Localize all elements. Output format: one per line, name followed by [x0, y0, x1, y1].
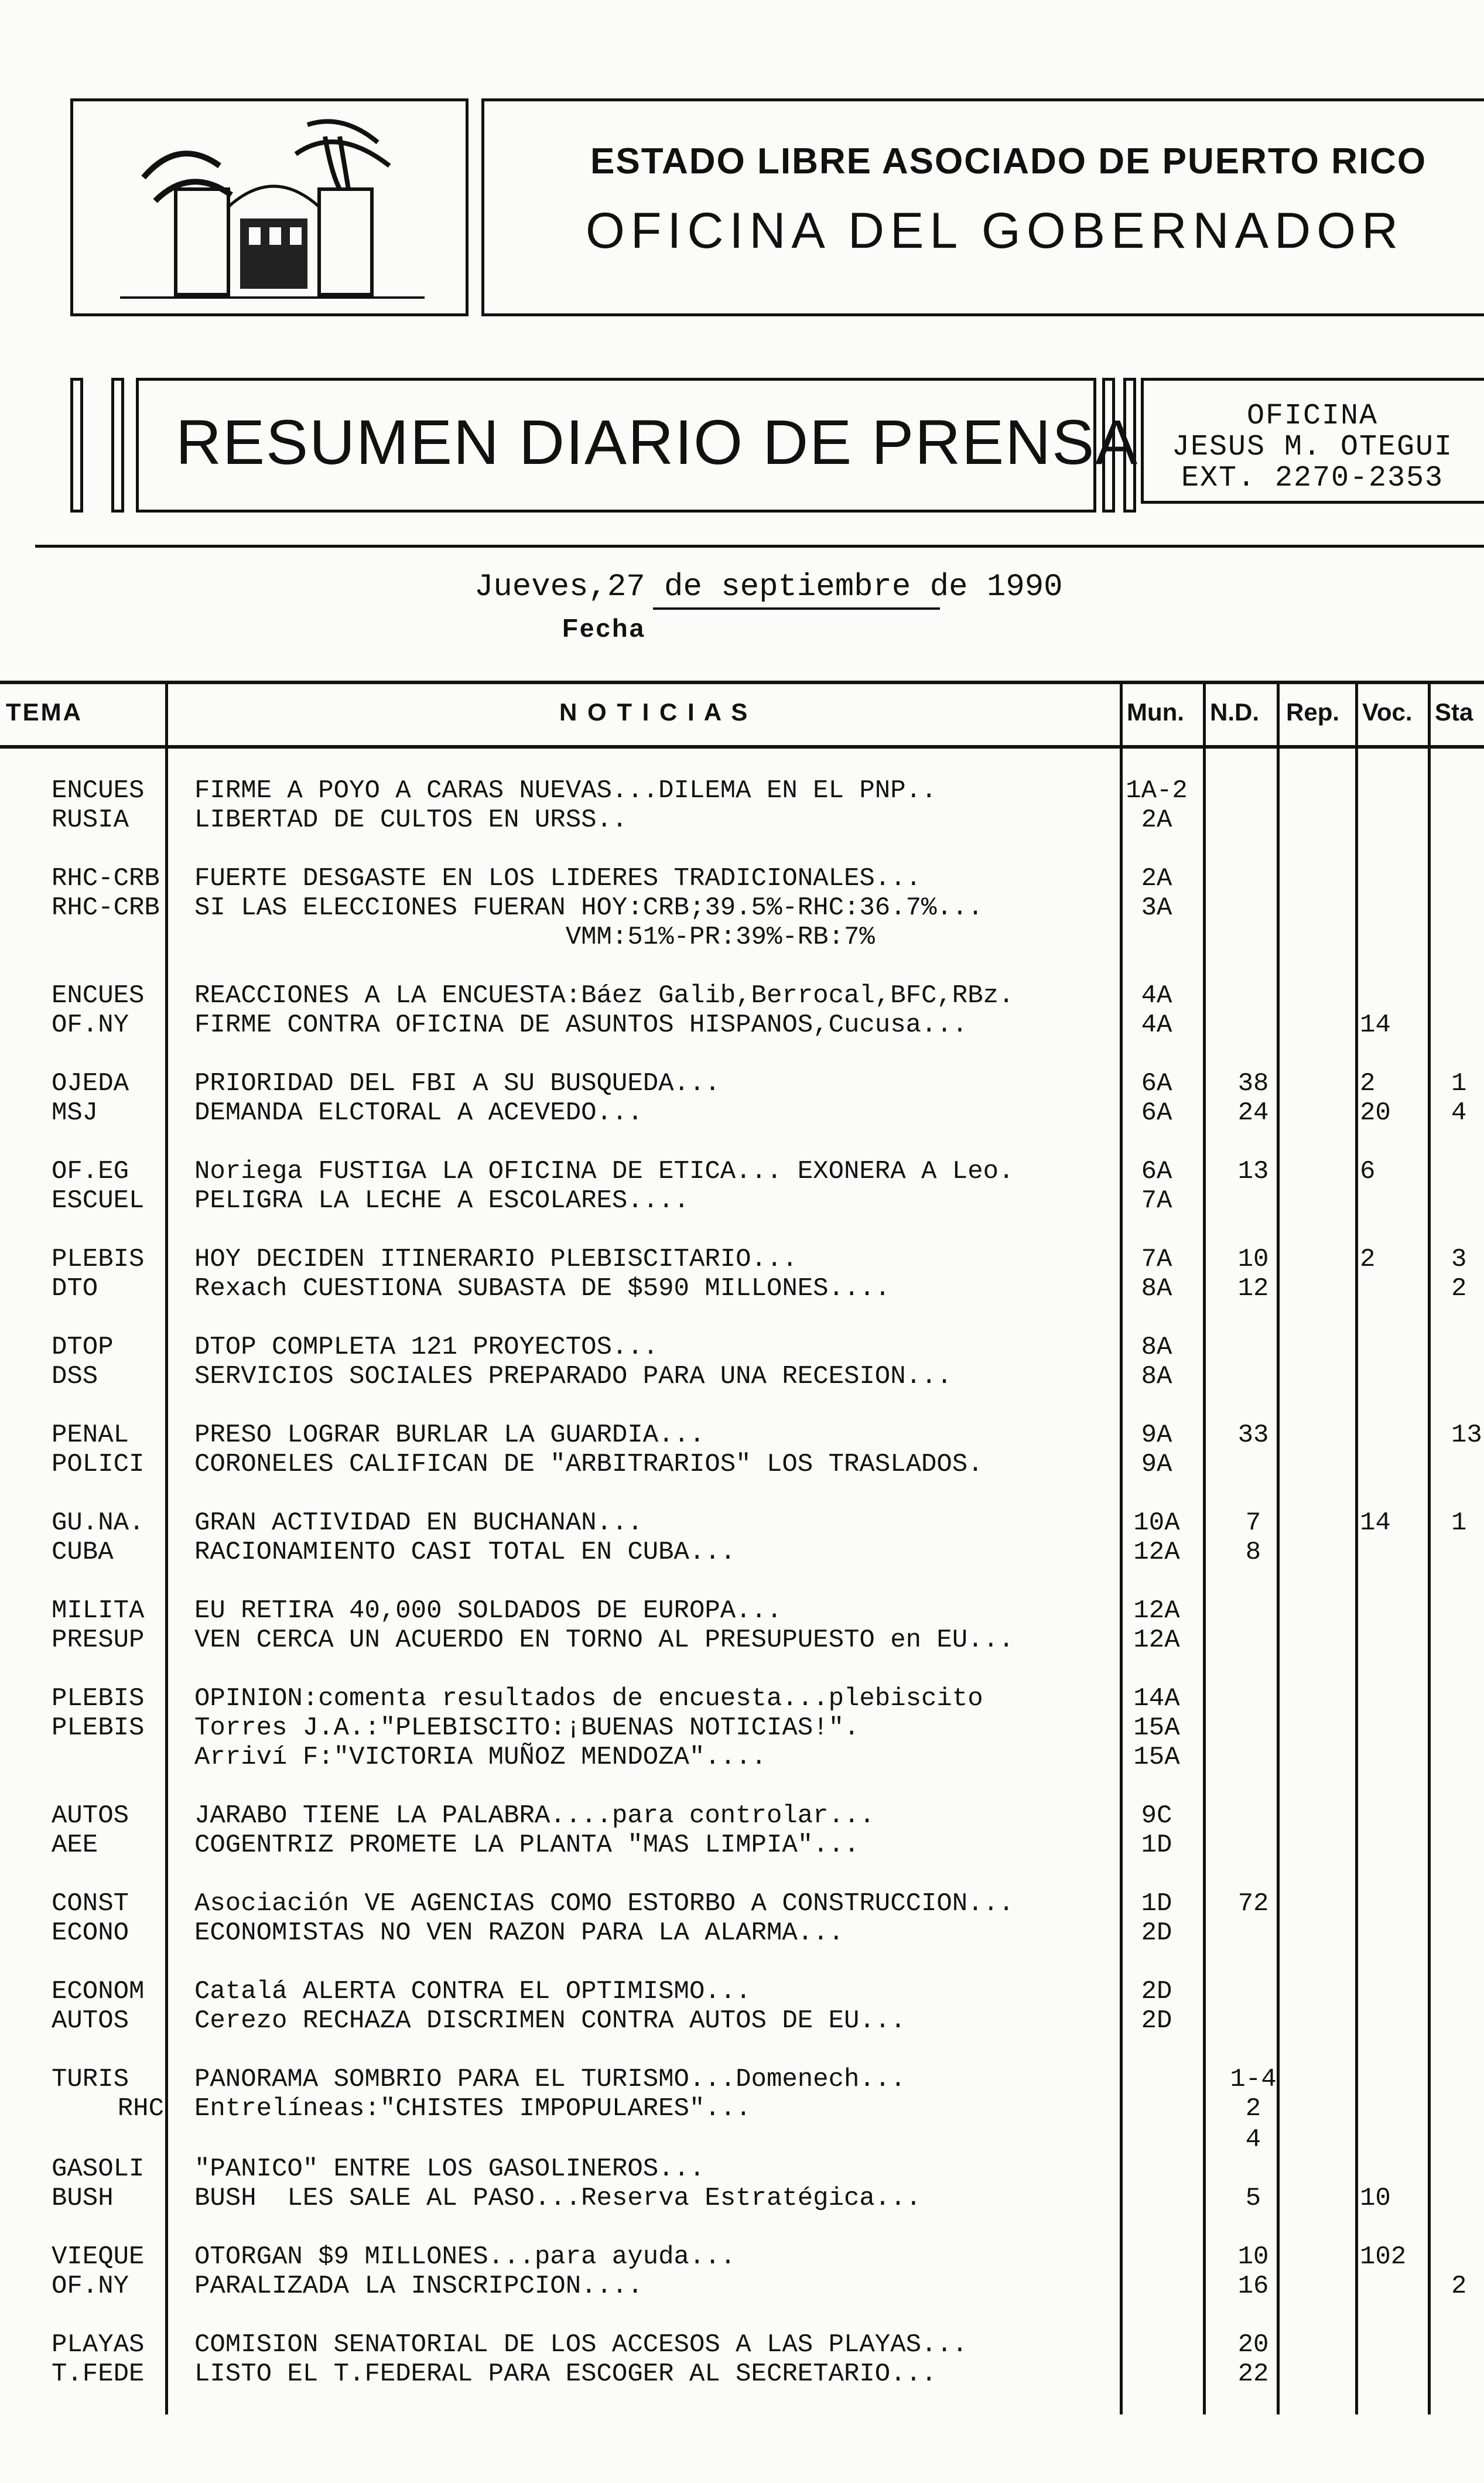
- row-topic: RUSIA: [52, 805, 129, 835]
- header-voc: Voc.: [1362, 698, 1413, 726]
- row-topic: ECONO: [52, 1918, 129, 1948]
- row-headline: Noriega FUSTIGA LA OFICINA DE ETICA... EXONERA A Leo.: [194, 1157, 1014, 1186]
- table-row: [0, 2359, 1484, 2389]
- row-headline: Asociación VE AGENCIAS COMO ESTORBO A CONSTRUCCION...: [194, 1889, 1014, 1918]
- header-sta: Sta: [1435, 698, 1473, 726]
- row-topic: POLICI: [52, 1450, 145, 1479]
- table-header-rule: [0, 745, 1484, 749]
- row-topic: GU.NA.: [52, 1508, 145, 1538]
- row-mun: 2D: [1141, 1977, 1172, 2006]
- header-mun: Mun.: [1127, 698, 1184, 726]
- row-mun: 8A: [1141, 1274, 1172, 1303]
- table-row: [0, 1098, 1484, 1128]
- row-topic: CUBA: [52, 1538, 114, 1567]
- row-topic: DSS: [52, 1362, 98, 1391]
- table-row: [0, 1713, 1484, 1743]
- table-row: [0, 1684, 1484, 1713]
- row-mun: 1D: [1141, 1889, 1172, 1918]
- row-nd: 72: [1237, 1889, 1269, 1918]
- table-row: [0, 893, 1484, 923]
- row-mun: 10A: [1133, 1508, 1180, 1538]
- table-row: [0, 2006, 1484, 2035]
- row-headline: Cerezo RECHAZA DISCRIMEN CONTRA AUTOS DE EU...: [194, 2006, 906, 2035]
- row-mun: 12A: [1133, 1538, 1180, 1567]
- contact-extension: EXT. 2270-2353: [1181, 462, 1444, 495]
- row-topic: PLAYAS: [52, 2330, 145, 2359]
- row-headline: OTORGAN $9 MILLONES...para ayuda...: [194, 2242, 736, 2272]
- row-sta: 2: [1451, 2272, 1467, 2301]
- row-nd: 10: [1237, 1245, 1269, 1274]
- decorative-bar: [111, 378, 124, 513]
- row-nd: 12: [1237, 1274, 1269, 1303]
- contact-office: OFICINA: [1246, 399, 1379, 433]
- row-topic: RHC-CRB: [52, 864, 160, 893]
- row-mun: 4A: [1141, 981, 1172, 1010]
- row-topic: PRESUP: [52, 1625, 145, 1655]
- row-nd: 38: [1237, 1069, 1269, 1098]
- row-sta: 13: [1451, 1420, 1482, 1450]
- row-headline: PELIGRA LA LECHE A ESCOLARES....: [194, 1186, 689, 1215]
- row-headline: OPINION:comenta resultados de encuesta...plebiscito: [194, 1684, 983, 1713]
- row-topic: MSJ: [52, 1098, 98, 1128]
- row-mun: 12A: [1133, 1625, 1180, 1655]
- row-mun: 9C: [1141, 1801, 1172, 1830]
- row-voc: 2: [1360, 1069, 1376, 1098]
- row-headline: VMM:51%-PR:39%-RB:7%: [194, 923, 875, 952]
- row-headline: "PANICO" ENTRE LOS GASOLINEROS...: [194, 2154, 705, 2184]
- header-tema: TEMA: [6, 698, 83, 726]
- row-headline: FIRME A POYO A CARAS NUEVAS...DILEMA EN EL PNP..: [194, 776, 937, 805]
- row-headline: Torres J.A.:"PLEBISCITO:¡BUENAS NOTICIAS!".: [194, 1713, 860, 1743]
- row-mun: 8A: [1141, 1362, 1172, 1391]
- table-row: [0, 2065, 1484, 2094]
- row-headline: PRESO LOGRAR BURLAR LA GUARDIA...: [194, 1420, 705, 1450]
- row-topic: CONST: [52, 1889, 129, 1918]
- row-headline: LIBERTAD DE CULTOS EN URSS..: [194, 805, 628, 835]
- row-nd: 16: [1237, 2272, 1269, 2301]
- row-headline: Catalá ALERTA CONTRA EL OPTIMISMO...: [194, 1977, 751, 2006]
- row-headline: JARABO TIENE LA PALABRA....para controlar...: [194, 1801, 875, 1830]
- row-mun: 7A: [1141, 1245, 1172, 1274]
- row-topic: ENCUES: [52, 776, 145, 805]
- row-nd: 20: [1237, 2330, 1269, 2359]
- logo-frame: [70, 98, 469, 316]
- row-mun: 12A: [1133, 1596, 1180, 1625]
- row-nd: 13: [1237, 1157, 1269, 1186]
- row-voc: 14: [1360, 1508, 1391, 1538]
- row-headline: DEMANDA ELCTORAL A ACEVEDO...: [194, 1098, 643, 1128]
- contact-name: JESUS M. OTEGUI: [1171, 431, 1454, 464]
- row-mun: 2D: [1141, 2006, 1172, 2035]
- table-top-rule: [0, 681, 1484, 684]
- row-topic: TURIS: [52, 2065, 129, 2094]
- row-topic: AUTOS: [52, 2006, 129, 2035]
- decorative-bar: [1102, 378, 1115, 513]
- table-row: [0, 1362, 1484, 1391]
- row-nd: 33: [1237, 1420, 1269, 1450]
- row-sta: 1: [1451, 1508, 1467, 1538]
- row-nd: 22: [1237, 2359, 1269, 2389]
- row-voc: 6: [1360, 1157, 1376, 1186]
- row-headline: COMISION SENATORIAL DE LOS ACCESOS A LAS PLAYAS...: [194, 2330, 968, 2359]
- row-nd: 10: [1237, 2242, 1269, 2272]
- row-mun: 6A: [1141, 1157, 1172, 1186]
- row-mun: 6A: [1141, 1069, 1172, 1098]
- row-topic: DTO: [52, 1274, 98, 1303]
- governor-mansion-logo: [73, 101, 466, 313]
- table-row: [0, 2330, 1484, 2359]
- table-row: [0, 981, 1484, 1010]
- row-topic: ECONOM: [52, 1977, 145, 2006]
- table-row: [0, 1977, 1484, 2006]
- row-topic: OF.NY: [52, 2272, 129, 2301]
- row-topic: BUSH: [52, 2184, 114, 2213]
- row-topic: OJEDA: [52, 1069, 129, 1098]
- table-row: [0, 2184, 1484, 2213]
- table-row: [0, 864, 1484, 893]
- row-nd: 5: [1245, 2184, 1261, 2213]
- row-topic: OF.NY: [52, 1010, 129, 1040]
- table-row: [0, 1508, 1484, 1538]
- table-row: [0, 1069, 1484, 1098]
- row-topic: OF.EG: [52, 1157, 129, 1186]
- row-topic: PLEBIS: [52, 1245, 145, 1274]
- report-date: Jueves,27 de septiembre de 1990: [474, 569, 1063, 605]
- divider: [35, 545, 1484, 548]
- row-headline: Arriví F:"VICTORIA MUÑOZ MENDOZA"....: [194, 1743, 767, 1772]
- row-mun: 1D: [1141, 1830, 1172, 1860]
- row-topic: DTOP: [52, 1333, 114, 1362]
- row-sta: 3: [1451, 1245, 1467, 1274]
- decorative-bar: [1123, 378, 1136, 513]
- row-mun: 15A: [1133, 1713, 1180, 1743]
- publication-title: RESUMEN DIARIO DE PRENSA: [176, 407, 1139, 477]
- row-headline: SERVICIOS SOCIALES PREPARADO PARA UNA RECESION...: [194, 1362, 952, 1391]
- row-headline: LISTO EL T.FEDERAL PARA ESCOGER AL SECRETARIO...: [194, 2359, 937, 2389]
- row-sta: 4: [1451, 1098, 1467, 1128]
- header-rep: Rep.: [1286, 698, 1340, 726]
- row-topic: MILITA: [52, 1596, 145, 1625]
- table-row: [0, 2242, 1484, 2272]
- row-mun: 9A: [1141, 1450, 1172, 1479]
- table-row: [0, 1157, 1484, 1186]
- table-row: [0, 1274, 1484, 1303]
- row-headline: PANORAMA SOMBRIO PARA EL TURISMO...Domenech...: [194, 2065, 906, 2094]
- row-mun: 15A: [1133, 1743, 1180, 1772]
- table-row: [0, 1801, 1484, 1830]
- row-nd: 24: [1237, 1098, 1269, 1128]
- table-row: [0, 2154, 1484, 2184]
- row-nd: 8: [1245, 1538, 1261, 1567]
- office-name: OFICINA DEL GOBERNADOR: [586, 203, 1404, 259]
- row-headline: COGENTRIZ PROMETE LA PLANTA "MAS LIMPIA"...: [194, 1830, 860, 1860]
- row-mun: 3A: [1141, 893, 1172, 923]
- row-nd: 4: [1245, 2125, 1261, 2154]
- row-topic: PENAL: [52, 1420, 129, 1450]
- row-headline: GRAN ACTIVIDAD EN BUCHANAN...: [194, 1508, 643, 1538]
- row-topic: RHC: [117, 2094, 164, 2123]
- row-voc: 102: [1360, 2242, 1407, 2272]
- row-headline: HOY DECIDEN ITINERARIO PLEBISCITARIO...: [194, 1245, 798, 1274]
- table-row: [0, 2094, 1484, 2123]
- row-topic: AEE: [52, 1830, 98, 1860]
- row-voc: 2: [1360, 1245, 1376, 1274]
- row-sta: 1: [1451, 1069, 1467, 1098]
- row-headline: EU RETIRA 40,000 SOLDADOS DE EUROPA...: [194, 1596, 782, 1625]
- row-headline: PARALIZADA LA INSCRIPCION....: [194, 2272, 643, 2301]
- table-row: [0, 1186, 1484, 1215]
- table-row: [0, 1596, 1484, 1625]
- row-mun: 2A: [1141, 805, 1172, 835]
- row-headline: SI LAS ELECCIONES FUERAN HOY:CRB;39.5%-RHC:36.7%...: [194, 893, 983, 923]
- row-headline: REACCIONES A LA ENCUESTA:Báez Galib,Berrocal,BFC,RBz.: [194, 981, 1014, 1010]
- row-headline: CORONELES CALIFICAN DE "ARBITRARIOS" LOS TRASLADOS.: [194, 1450, 983, 1479]
- row-mun: 2D: [1141, 1918, 1172, 1948]
- row-mun: 9A: [1141, 1420, 1172, 1450]
- row-sta: 2: [1451, 1274, 1467, 1303]
- row-topic: RHC-CRB: [52, 893, 160, 923]
- row-headline: ECONOMISTAS NO VEN RAZON PARA LA ALARMA...: [194, 1918, 844, 1948]
- table-row: [0, 1830, 1484, 1860]
- row-headline: Rexach CUESTIONA SUBASTA DE $590 MILLONES....: [194, 1274, 891, 1303]
- row-topic: GASOLI: [52, 2154, 145, 2184]
- row-headline: Entrelíneas:"CHISTES IMPOPULARES"...: [194, 2094, 751, 2123]
- table-row: [0, 923, 1484, 952]
- table-row: [0, 1245, 1484, 1274]
- table-row: [0, 1333, 1484, 1362]
- row-topic: AUTOS: [52, 1801, 129, 1830]
- row-voc: 14: [1360, 1010, 1391, 1040]
- row-nd: 1-4: [1230, 2065, 1277, 2094]
- row-topic: PLEBIS: [52, 1713, 145, 1743]
- row-nd: 2: [1245, 2094, 1261, 2123]
- row-mun: 6A: [1141, 1098, 1172, 1128]
- row-topic: ESCUEL: [52, 1186, 145, 1215]
- row-topic: PLEBIS: [52, 1684, 145, 1713]
- row-headline: DTOP COMPLETA 121 PROYECTOS...: [194, 1333, 659, 1362]
- table-row: [0, 1450, 1484, 1479]
- row-mun: 8A: [1141, 1333, 1172, 1362]
- date-label: Fecha: [562, 614, 646, 643]
- table-row: [0, 1538, 1484, 1567]
- table-row: [0, 805, 1484, 835]
- row-headline: PRIORIDAD DEL FBI A SU BUSQUEDA...: [194, 1069, 720, 1098]
- row-topic: VIEQUE: [52, 2242, 145, 2272]
- table-row: [0, 2272, 1484, 2301]
- table-row: [0, 776, 1484, 805]
- row-mun: 14A: [1133, 1684, 1180, 1713]
- table-row: [0, 1625, 1484, 1655]
- row-topic: ENCUES: [52, 981, 145, 1010]
- state-name: ESTADO LIBRE ASOCIADO DE PUERTO RICO: [590, 141, 1427, 182]
- row-headline: FIRME CONTRA OFICINA DE ASUNTOS HISPANOS,Cucusa...: [194, 1010, 968, 1040]
- row-headline: FUERTE DESGASTE EN LOS LIDERES TRADICIONALES...: [194, 864, 922, 893]
- table-row: [0, 1420, 1484, 1450]
- table-row: [0, 1010, 1484, 1040]
- table-row: [0, 1743, 1484, 1772]
- row-mun: 4A: [1141, 1010, 1172, 1040]
- row-topic: T.FEDE: [52, 2359, 145, 2389]
- table-row: [0, 2125, 1484, 2154]
- row-mun: 1A-2: [1126, 776, 1188, 805]
- table-row: [0, 1918, 1484, 1948]
- row-mun: 2A: [1141, 864, 1172, 893]
- date-underline: [653, 607, 940, 610]
- decorative-bar: [70, 378, 83, 513]
- row-voc: 10: [1360, 2184, 1391, 2213]
- header-nd: N.D.: [1210, 698, 1259, 726]
- header-noticias: N O T I C I A S: [559, 698, 750, 726]
- row-nd: 7: [1245, 1508, 1261, 1538]
- row-headline: BUSH LES SALE AL PASO...Reserva Estratégica...: [194, 2184, 922, 2213]
- row-voc: 20: [1360, 1098, 1391, 1128]
- row-mun: 7A: [1141, 1186, 1172, 1215]
- table-row: [0, 1889, 1484, 1918]
- row-headline: VEN CERCA UN ACUERDO EN TORNO AL PRESUPUESTO en EU...: [194, 1625, 1014, 1655]
- row-headline: RACIONAMIENTO CASI TOTAL EN CUBA...: [194, 1538, 736, 1567]
